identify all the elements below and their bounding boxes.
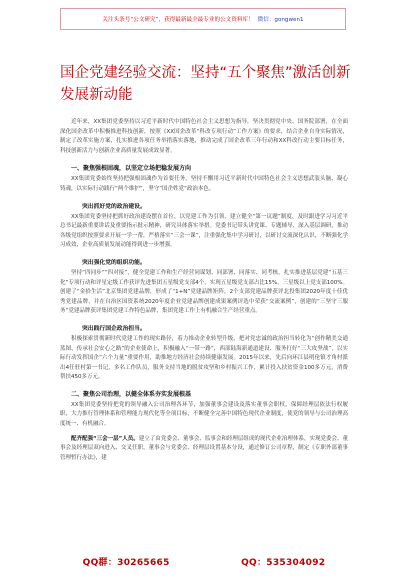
paragraph-lead: 配齐配强“三会一层”人员。 xyxy=(71,435,139,442)
subheading-organization: 突出强化党的组织功能。 xyxy=(82,259,146,266)
section-heading-2: 二、聚焦公司治理，以健全体系夯实发展根基 xyxy=(71,390,192,398)
footer-qq-group: QQ群：30265665 xyxy=(82,558,170,568)
paragraph-section-2: XX集团党委坚持把党的领导融入公司治理各环节，加强董事会建设及落实董事会职权，保障经理层依法行权履职，大力推行管理体系和管理能力现代化等全项目标，不断健全完善中国特色现代企业制度，使党的领导与公司治理高度统一、有机融合。 xyxy=(60,401,348,428)
paragraph-three-meetings xyxy=(60,435,348,464)
banner-text: 关注头条号“公文研究”，获得最新最全最专业的公文资料库！ xyxy=(102,17,254,23)
paragraph-section-1: XX集团党委始终坚持把强根固魂作为首要任务，坚持不懈用习近平新时代中国特色社会主义思想武装头脑、凝心铸魂，以实际行动践行“两个维护”，坚守“国企姓党”政治本色。 xyxy=(60,176,348,192)
paragraph-political-building: XX集团党委坚持把抓好政治建设摆在首位，以党建工作为引领，建立健全“第一议题”制度，及时跟进学习习近平总书记最新重要讲话及重要指示批示精神，研究具体落实举措。党委书记带头讲党课、专题辅导、深入基层调研，推动各级党组织按照要求开展一学一帮，严格落实“三会一课”，注重强化集中学习研讨，以研讨交流深化认识，不断强化学习成效，企业高质量发展动能得到进一步增强。 xyxy=(60,213,348,249)
subheading-political-building: 突出抓好党的政治建设。 xyxy=(82,203,146,210)
paragraph-organization: 坚持“四同步”“四对接”，健全党建工作和生产经营同谋划、同部署、同落实、同考核，扎实推进基层党建“五基三化”专项行动和评星定级工作获评先进集团五星级党支部4个，实现五星级党支部占比15%，三星级以上党支部100%。创建了“金拾生活”北京集团党建品牌，形成了“1+N”党建品牌矩阵，2个支部党建品牌获评北投集团2020年度十佳优秀党建品牌，并在自治区国资系统2020年度企业党建品牌创建成果案例评选中荣获“交流案例”，创建的“三坚守三服务”党建品牌获评集团党建工作特色品牌，集团党建工作上有机融合生产经营重点。 xyxy=(60,269,348,315)
article-body xyxy=(60,118,348,465)
paragraph-responsibility: 积极探索贯彻新时代党建工作的现实路径，着力推动企业转型升级，把对党忠诚的政治担当转化为“创作精美交通蓝图、传承社会安心之路”的企业使命上，积极融入“一带一路”，西部陆海新通道建设、服务打好“三大攻坚战”，以实际行动发挥国企“六个力量”重要作用，助推地方经济社会持续健康发展。2015年以来，先后向环江县明伦镇才角村派出4任驻村第一书记，多名工作队员，服务支持当地的脱贫攻坚和乡村振兴工作，累计投入扶贫资金100多万元，消费帮扶450多万元。 xyxy=(60,335,348,381)
paragraph-intro: 近年来，XX集团党委坚持以习近平新时代中国特色社会主义思想为指导，坚决贯彻党中央、国务院部署，在全面深化国企改革中积极推进科技创新，按照《XX国企改革“科改专项行动”工作方案》的要求，结合企业自身实际情况，制定了改革实施方案，扎实推进各项任务举措落实落地，推动完成了国企改革三年行动和XX科改行动主要目标任务，科技创新活力与创新企业高质量发展成效显著。 xyxy=(60,119,348,154)
promo-banner xyxy=(60,8,346,30)
footer-contact xyxy=(0,555,408,568)
section-heading-1: 一、聚焦强根固魂，以坚定立场把稳发展方向 xyxy=(71,165,192,173)
article-title: 国企党建经验交流：坚持“五个聚焦”激活创新发展新动能 xyxy=(60,65,351,103)
paragraph-three-meetings-text: 建立了由党委会、董事会、监事会和经理层组成的现代企业治理体系，实现党委会、董事会及经理层双向进入、交叉任职，董事会与党委会、经理层设置基本分设，通过修订公司章程，制定《专职外部董事管理暂行办法》，建 xyxy=(60,435,348,461)
footer-qq: QQ：535304092 xyxy=(241,558,326,568)
subheading-responsibility: 突出践行国企政治担当。 xyxy=(82,325,146,332)
banner-wechat: 微信：gongwen1 xyxy=(257,17,304,23)
